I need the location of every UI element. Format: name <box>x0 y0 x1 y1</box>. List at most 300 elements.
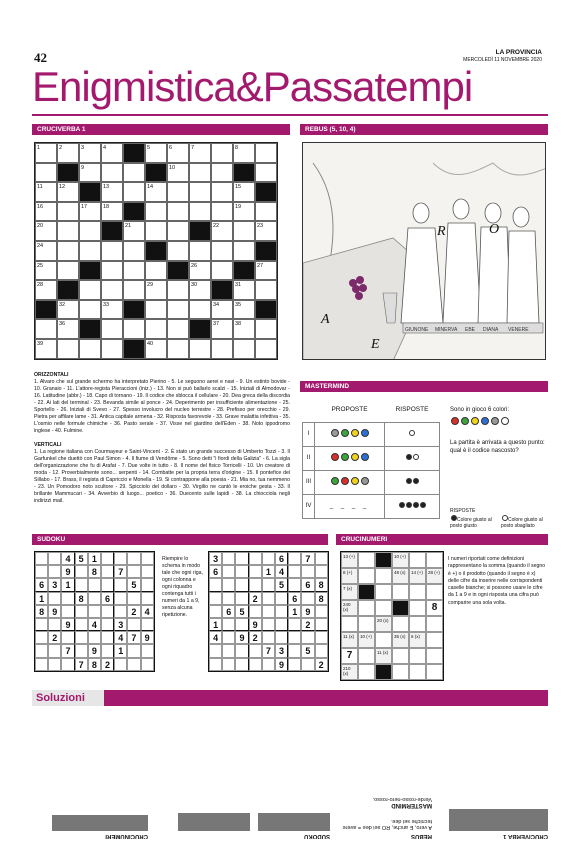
sudoku-cell[interactable] <box>141 644 154 657</box>
sudoku-cell[interactable] <box>235 552 248 565</box>
crossword-cell[interactable]: 23 <box>255 221 277 241</box>
sudoku-cell[interactable] <box>141 578 154 591</box>
sudoku-cell[interactable] <box>141 618 154 631</box>
solution-cell <box>84 817 100 819</box>
sudoku-cell[interactable] <box>101 618 114 631</box>
crucinumeri-cell[interactable] <box>409 664 426 680</box>
sudoku-cell[interactable] <box>75 578 88 591</box>
crossword-cell[interactable]: 36 <box>57 319 79 339</box>
crossword-cell[interactable]: 30 <box>189 280 211 300</box>
solution-cell <box>210 815 218 817</box>
sudoku-cell[interactable] <box>88 592 101 605</box>
sudoku-cell[interactable] <box>75 618 88 631</box>
sudoku-cell[interactable] <box>288 658 301 671</box>
solution-cell <box>258 823 266 825</box>
crucinumeri-cell[interactable] <box>426 632 443 648</box>
crossword-cell[interactable] <box>79 280 101 300</box>
crossword-cell[interactable] <box>167 319 189 339</box>
sudoku-cell[interactable] <box>61 631 74 644</box>
crucinumeri-cell[interactable] <box>358 664 375 680</box>
crucinumeri-cell[interactable] <box>392 584 409 600</box>
crossword-cell[interactable] <box>211 143 233 163</box>
crossword-cell[interactable] <box>145 221 167 241</box>
solution-cell <box>322 823 330 825</box>
crucinumeri-clue-cell: 28 (+) <box>426 568 443 584</box>
crucinumeri-digit-cell: 8 <box>426 600 443 616</box>
crossword-black-cell <box>79 261 101 281</box>
crossword-cell[interactable]: 3 <box>79 143 101 163</box>
crossword-cell[interactable] <box>35 319 57 339</box>
crucinumeri-cell[interactable] <box>375 632 392 648</box>
solution-cell <box>449 817 458 819</box>
sudoku-cell[interactable] <box>249 658 262 671</box>
crossword-cell[interactable] <box>211 339 233 359</box>
solution-cell <box>274 827 282 829</box>
crossword-cell[interactable] <box>79 221 101 241</box>
sudoku-cell[interactable] <box>222 565 235 578</box>
sudoku-cell[interactable] <box>301 565 314 578</box>
solution-cell <box>521 829 530 831</box>
sudoku-cell[interactable] <box>301 592 314 605</box>
sudoku-cell: 7 <box>127 631 140 644</box>
solution-cell <box>449 825 458 827</box>
crossword-cell[interactable] <box>189 339 211 359</box>
row-label: IV <box>303 494 315 518</box>
crossword-cell[interactable]: 7 <box>189 143 211 163</box>
crucinumeri-cell[interactable] <box>409 584 426 600</box>
sudoku-cell[interactable] <box>315 565 328 578</box>
sudoku-cell[interactable] <box>114 605 127 618</box>
crossword-cell[interactable] <box>123 261 145 281</box>
sudoku-cell[interactable] <box>249 644 262 657</box>
crossword-cell[interactable] <box>35 163 57 183</box>
crossword-cell[interactable] <box>167 221 189 241</box>
sudoku-cell[interactable] <box>127 552 140 565</box>
response-peg <box>406 502 412 508</box>
sudoku-cell[interactable] <box>209 658 222 671</box>
crossword-cell[interactable] <box>79 339 101 359</box>
sudoku-cell[interactable] <box>35 552 48 565</box>
solution-cell <box>178 819 186 821</box>
crossword-cell[interactable]: 27 <box>255 261 277 281</box>
sudoku-cell[interactable] <box>235 618 248 631</box>
crucinumeri-cell[interactable] <box>392 664 409 680</box>
crucinumeri-cell[interactable] <box>426 584 443 600</box>
crossword-cell[interactable]: 19 <box>233 202 255 222</box>
crossword-cell[interactable] <box>101 339 123 359</box>
crucinumeri-cell[interactable] <box>358 616 375 632</box>
sudoku-cell[interactable] <box>315 605 328 618</box>
crucinumeri-cell[interactable] <box>409 552 426 568</box>
crossword-cell[interactable]: 22 <box>211 221 233 241</box>
crossword-cell[interactable]: 11 <box>35 182 57 202</box>
response-peg <box>413 478 419 484</box>
crossword-cell[interactable]: 20 <box>35 221 57 241</box>
sudoku-cell[interactable] <box>127 658 140 671</box>
sudoku-cell[interactable] <box>48 565 61 578</box>
solution-cell <box>503 819 512 821</box>
crossword-cell[interactable] <box>123 319 145 339</box>
crossword-cell[interactable] <box>123 241 145 261</box>
solution-cell <box>458 821 467 823</box>
crossword-cell[interactable]: 14 <box>145 182 167 202</box>
crossword-cell[interactable] <box>57 241 79 261</box>
crossword-cell[interactable] <box>211 182 233 202</box>
crossword-cell[interactable] <box>211 261 233 281</box>
crucinumeri-cell[interactable] <box>409 648 426 664</box>
crossword-cell[interactable] <box>211 241 233 261</box>
crossword-clues <box>34 372 290 505</box>
sudoku-cell[interactable] <box>222 592 235 605</box>
sudoku-cell[interactable] <box>222 578 235 591</box>
sudoku-cell[interactable] <box>127 592 140 605</box>
crucinumeri-cell[interactable] <box>409 616 426 632</box>
crucinumeri-cell[interactable] <box>358 648 375 664</box>
crossword-cell[interactable]: 15 <box>233 182 255 202</box>
crucinumeri-cell[interactable] <box>341 616 358 632</box>
sudoku-cell[interactable] <box>301 631 314 644</box>
crucinumeri-cell[interactable] <box>358 568 375 584</box>
sudoku-cell[interactable] <box>315 644 328 657</box>
solution-cell <box>84 825 100 827</box>
crossword-cell[interactable] <box>255 202 277 222</box>
sudoku-cell[interactable] <box>315 631 328 644</box>
sudoku-cell[interactable] <box>222 644 235 657</box>
solution-cell <box>467 821 476 823</box>
peg-red <box>341 477 349 485</box>
sudoku-cell[interactable] <box>209 605 222 618</box>
sudoku-cell[interactable] <box>222 631 235 644</box>
sudoku-cell[interactable] <box>35 565 48 578</box>
sudoku-cell[interactable] <box>48 658 61 671</box>
crossword-cell[interactable]: 13 <box>101 182 123 202</box>
sudoku-cell[interactable] <box>262 578 275 591</box>
solution-cell <box>539 829 548 831</box>
sudoku-cell[interactable] <box>114 658 127 671</box>
sol-label-sudoku: SUDOKU <box>303 833 330 839</box>
crossword-cell[interactable] <box>167 202 189 222</box>
sudoku-cell[interactable] <box>48 552 61 565</box>
sudoku-cell[interactable] <box>262 605 275 618</box>
solution-cell <box>132 815 148 817</box>
crossword-cell[interactable] <box>255 280 277 300</box>
crossword-cell[interactable]: 12 <box>57 182 79 202</box>
sudoku-cell[interactable] <box>262 658 275 671</box>
sudoku-cell[interactable] <box>114 578 127 591</box>
crossword-black-cell <box>35 300 57 320</box>
crucinumeri-cell[interactable] <box>392 648 409 664</box>
sudoku-cell[interactable] <box>61 605 74 618</box>
crossword-cell[interactable] <box>145 319 167 339</box>
sudoku-cell[interactable] <box>249 578 262 591</box>
sudoku-cell[interactable] <box>75 644 88 657</box>
crossword-cell[interactable] <box>211 163 233 183</box>
sudoku-cell[interactable] <box>315 618 328 631</box>
crossword-cell[interactable]: 18 <box>101 202 123 222</box>
crossword-cell[interactable]: 40 <box>145 339 167 359</box>
solution-cell <box>494 827 503 829</box>
sudoku-cell[interactable] <box>262 631 275 644</box>
sudoku-cell[interactable] <box>288 552 301 565</box>
solution-cell <box>116 821 132 823</box>
solution-cell <box>539 815 548 817</box>
crossword-cell[interactable] <box>123 280 145 300</box>
sudoku-cell[interactable] <box>262 592 275 605</box>
sudoku-cell[interactable] <box>61 658 74 671</box>
sudoku-cell[interactable] <box>35 618 48 631</box>
crossword-cell[interactable] <box>189 300 211 320</box>
solution-cell <box>266 829 274 831</box>
sudoku-cell[interactable] <box>235 658 248 671</box>
crossword-cell[interactable]: 21 <box>123 221 145 241</box>
crossword-cell[interactable] <box>255 339 277 359</box>
solution-cell <box>530 823 539 825</box>
sudoku-cell[interactable] <box>75 565 88 578</box>
swatch-blue <box>481 417 489 425</box>
solution-cell <box>52 819 68 821</box>
crossword-cell[interactable] <box>123 163 145 183</box>
sudoku-cell[interactable] <box>101 644 114 657</box>
crossword-black-cell <box>167 261 189 281</box>
sudoku-cell: 9 <box>48 605 61 618</box>
crossword-cell[interactable] <box>101 280 123 300</box>
sudoku-cell[interactable] <box>209 592 222 605</box>
crossword-cell[interactable] <box>101 261 123 281</box>
sudoku-cell[interactable] <box>75 605 88 618</box>
crossword-cell[interactable] <box>101 163 123 183</box>
crossword-cell[interactable] <box>189 202 211 222</box>
crossword-cell[interactable]: 6 <box>167 143 189 163</box>
mastermind-info <box>450 406 546 456</box>
crossword-cell[interactable] <box>101 241 123 261</box>
crucinumeri-cell[interactable] <box>409 600 426 616</box>
crossword-cell[interactable] <box>189 241 211 261</box>
sudoku-cell[interactable] <box>127 618 140 631</box>
sudoku-cell[interactable] <box>235 644 248 657</box>
sudoku-cell[interactable] <box>222 618 235 631</box>
crossword-cell[interactable]: 1 <box>35 143 57 163</box>
sudoku-cell[interactable] <box>275 605 288 618</box>
solution-cell <box>52 829 68 831</box>
solution-cell <box>314 819 322 821</box>
sudoku-cell[interactable] <box>114 552 127 565</box>
crossword-cell[interactable] <box>57 202 79 222</box>
sudoku-cell[interactable] <box>222 658 235 671</box>
crucinumeri-cell[interactable] <box>426 616 443 632</box>
crossword-cell[interactable]: 38 <box>233 319 255 339</box>
crossword-cell[interactable]: 5 <box>145 143 167 163</box>
crossword-cell[interactable]: 2 <box>57 143 79 163</box>
crossword-cell[interactable] <box>255 163 277 183</box>
crossword-cell[interactable]: 35 <box>233 300 255 320</box>
crossword-cell[interactable] <box>145 261 167 281</box>
solution-cell <box>234 827 242 829</box>
sudoku-cell[interactable] <box>141 552 154 565</box>
sudoku-cell[interactable] <box>127 644 140 657</box>
crossword-cell[interactable] <box>79 300 101 320</box>
crucinumeri-cell[interactable] <box>375 568 392 584</box>
sudoku-cell[interactable] <box>262 618 275 631</box>
crossword-cell[interactable]: 33 <box>101 300 123 320</box>
crossword-cell[interactable]: 17 <box>79 202 101 222</box>
sudoku-cell[interactable] <box>141 592 154 605</box>
rebus-letter-a: A <box>321 312 330 327</box>
solution-cell <box>266 815 274 817</box>
crossword-cell[interactable]: 24 <box>35 241 57 261</box>
crossword-black-cell <box>57 280 79 300</box>
sudoku-cell[interactable] <box>101 578 114 591</box>
sudoku-cell[interactable] <box>127 565 140 578</box>
sudoku-cell[interactable] <box>48 592 61 605</box>
crucinumeri-cell[interactable] <box>426 648 443 664</box>
crucinumeri-cell[interactable] <box>375 600 392 616</box>
sudoku-cell[interactable] <box>209 644 222 657</box>
crucinumeri-cell[interactable] <box>426 552 443 568</box>
crossword-cell[interactable] <box>255 143 277 163</box>
solution-cell <box>485 825 494 827</box>
crossword-cell[interactable] <box>233 241 255 261</box>
solution-cell <box>503 815 512 817</box>
solution-cell <box>266 817 274 819</box>
sudoku-cell[interactable] <box>288 578 301 591</box>
sudoku-cell[interactable] <box>301 658 314 671</box>
crossword-cell[interactable] <box>145 300 167 320</box>
sudoku-cell[interactable] <box>101 552 114 565</box>
crucinumeri-black-cell <box>375 552 392 568</box>
sudoku-cell[interactable] <box>35 631 48 644</box>
solution-cell <box>503 817 512 819</box>
solution-cell <box>84 827 100 829</box>
crossword-cell[interactable] <box>211 202 233 222</box>
crossword-cell[interactable] <box>79 241 101 261</box>
sudoku-cell[interactable] <box>249 565 262 578</box>
crossword-cell[interactable] <box>189 163 211 183</box>
solution-cell <box>476 815 485 817</box>
crossword-black-cell <box>79 182 101 202</box>
crucinumeri-cell[interactable] <box>392 616 409 632</box>
sudoku-cell[interactable] <box>48 618 61 631</box>
sudoku-cell[interactable] <box>48 644 61 657</box>
sudoku-cell[interactable] <box>288 644 301 657</box>
sudoku-cell[interactable] <box>88 605 101 618</box>
crossword-cell[interactable] <box>145 202 167 222</box>
response-row <box>385 422 440 446</box>
sudoku-cell: 1 <box>288 605 301 618</box>
solution-cell <box>476 825 485 827</box>
sudoku-cell[interactable] <box>88 578 101 591</box>
crossword-cell[interactable] <box>233 221 255 241</box>
sudoku-cell[interactable] <box>235 565 248 578</box>
sudoku-cell[interactable] <box>288 631 301 644</box>
crossword-cell[interactable] <box>167 182 189 202</box>
sudoku-cell[interactable] <box>222 552 235 565</box>
crossword-cell[interactable]: 32 <box>57 300 79 320</box>
crossword-cell[interactable]: 16 <box>35 202 57 222</box>
sudoku-cell[interactable] <box>249 552 262 565</box>
crossword-cell[interactable]: 29 <box>145 280 167 300</box>
sudoku-cell[interactable] <box>141 565 154 578</box>
sudoku-cell[interactable] <box>101 631 114 644</box>
crossword-cell[interactable] <box>189 182 211 202</box>
mastermind-info-colors: Sono in gioco 6 colori: <box>450 407 510 413</box>
crossword-cell[interactable] <box>167 241 189 261</box>
sudoku-cell[interactable] <box>315 552 328 565</box>
solution-cell <box>132 829 148 831</box>
crossword-cell[interactable] <box>57 261 79 281</box>
sudoku-cell[interactable] <box>61 592 74 605</box>
solution-cell <box>68 815 84 817</box>
sudoku-cell[interactable] <box>288 618 301 631</box>
solution-cell <box>266 827 274 829</box>
crossword-cell[interactable] <box>167 339 189 359</box>
crossword-cell[interactable]: 4 <box>101 143 123 163</box>
sudoku-cell[interactable] <box>75 631 88 644</box>
sudoku-cell[interactable] <box>275 631 288 644</box>
crossword-cell[interactable] <box>255 319 277 339</box>
sudoku-cell[interactable] <box>235 578 248 591</box>
solution-cell <box>226 819 234 821</box>
sudoku-cell[interactable] <box>275 618 288 631</box>
sudoku-cell[interactable] <box>235 592 248 605</box>
crossword-cell[interactable] <box>57 221 79 241</box>
sudoku-cell[interactable] <box>88 631 101 644</box>
sudoku-cell[interactable] <box>262 552 275 565</box>
solution-cell <box>266 821 274 823</box>
crucinumeri-cell[interactable] <box>426 664 443 680</box>
crossword-cell[interactable]: 9 <box>79 163 101 183</box>
sudoku-cell: 7 <box>262 644 275 657</box>
solution-cell <box>194 813 202 815</box>
color-swatches <box>450 417 546 428</box>
sudoku-cell[interactable] <box>101 565 114 578</box>
sudoku-cell[interactable] <box>101 605 114 618</box>
sudoku-cell[interactable] <box>35 658 48 671</box>
crucinumeri-cell[interactable] <box>358 600 375 616</box>
crossword-cell[interactable] <box>101 319 123 339</box>
sudoku-cell[interactable] <box>141 658 154 671</box>
crossword-cell[interactable]: 39 <box>35 339 57 359</box>
crossword-cell[interactable] <box>167 280 189 300</box>
crossword-cell[interactable] <box>57 339 79 359</box>
crucinumeri-cell[interactable] <box>375 584 392 600</box>
sudoku-cell[interactable] <box>114 592 127 605</box>
sudoku-cell[interactable] <box>35 644 48 657</box>
sudoku-cell[interactable] <box>209 578 222 591</box>
crossword-cell[interactable] <box>233 339 255 359</box>
sudoku-cell[interactable] <box>275 592 288 605</box>
crossword-cell[interactable]: 8 <box>233 143 255 163</box>
crossword-cell[interactable] <box>167 300 189 320</box>
crossword-cell[interactable]: 25 <box>35 261 57 281</box>
solution-cell <box>186 813 194 815</box>
solution-cell <box>539 819 548 821</box>
solution-cell <box>306 827 314 829</box>
crossword-cell[interactable]: 31 <box>233 280 255 300</box>
crossword-cell[interactable]: 34 <box>211 300 233 320</box>
solution-cell <box>218 815 226 817</box>
crossword-cell[interactable]: 37 <box>211 319 233 339</box>
crossword-cell[interactable]: 28 <box>35 280 57 300</box>
sudoku-cell[interactable] <box>288 565 301 578</box>
sudoku-cell: 2 <box>48 631 61 644</box>
crossword-cell[interactable]: 10 <box>167 163 189 183</box>
crossword-cell[interactable] <box>123 182 145 202</box>
sudoku-cell[interactable] <box>249 605 262 618</box>
crucinumeri-cell[interactable] <box>358 552 375 568</box>
solution-cell <box>202 815 210 817</box>
crossword-cell[interactable]: 26 <box>189 261 211 281</box>
solution-cell <box>52 821 68 823</box>
